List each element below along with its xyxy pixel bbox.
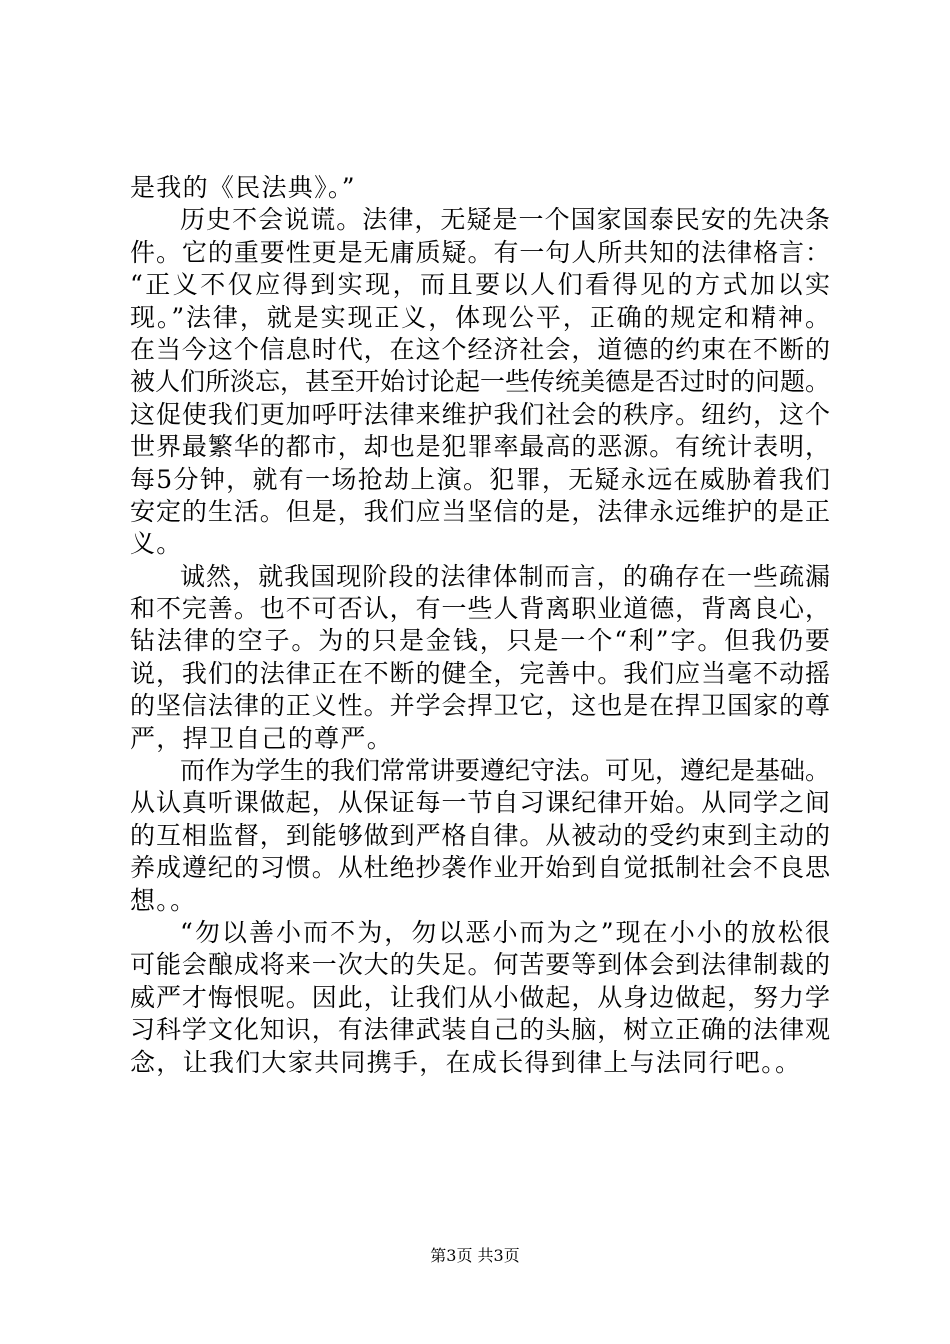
text-line: 现。”法律，就是实现正义，体现公平，正确的规定和精神。 <box>130 302 830 332</box>
text-line: 安定的生活。但是，我们应当坚信的是，法律永远维护的是正 <box>130 496 830 526</box>
text-line: 在当今这个信息时代，在这个经济社会，道德的约束在不断的 <box>130 334 830 364</box>
text-line: 诚然，就我国现阶段的法律体制而言，的确存在一些疏漏 <box>180 561 830 591</box>
text-line: 而作为学生的我们常常讲要遵纪守法。可见，遵纪是基础。 <box>180 756 831 786</box>
text-line: 钻法律的空子。为的只是金钱，只是一个“利”字。但我仍要 <box>130 626 830 656</box>
text-line: 和不完善。也不可否认，有一些人背离职业道德，背离良心， <box>130 594 830 624</box>
text-line: 件。它的重要性更是无庸质疑。有一句人所共知的法律格言： <box>130 237 830 267</box>
text-line: 每5分钟，就有一场抢劫上演。犯罪，无疑永远在威胁着我们 <box>130 464 830 494</box>
text-line: 被人们所淡忘，甚至开始讨论起一些传统美德是否过时的问题。 <box>130 367 831 397</box>
text-line: “勿以善小而不为，勿以恶小而为之”现在小小的放松很 <box>180 917 830 947</box>
text-line: 说，我们的法律正在不断的健全，完善中。我们应当毫不动摇 <box>130 658 830 688</box>
text-line: 威严才悔恨呢。因此，让我们从小做起，从身边做起，努力学 <box>130 982 830 1012</box>
text-line: 的互相监督，到能够做到严格自律。从被动的受约束到主动的 <box>130 820 830 850</box>
text-line: 养成遵纪的习惯。从杜绝抄袭作业开始到自觉抵制社会不良思 <box>130 853 830 883</box>
text-line: “正义不仅应得到实现，而且要以人们看得见的方式加以实 <box>130 270 830 300</box>
text-line: 义。 <box>130 529 183 559</box>
text-line: 念，让我们大家共同携手，在成长得到律上与法同行吧。。 <box>130 1047 802 1077</box>
text-line: 的坚信法律的正义性。并学会捍卫它，这也是在捍卫国家的尊 <box>130 691 830 721</box>
text-line: 从认真听课做起，从保证每一节自习课纪律开始。从同学之间 <box>130 788 830 818</box>
text-line: 这促使我们更加呼吁法律来维护我们社会的秩序。纽约，这个 <box>130 399 830 429</box>
text-line: 严，捍卫自己的尊严。 <box>130 723 394 753</box>
text-line: 可能会酿成将来一次大的失足。何苦要等到体会到法律制裁的 <box>130 950 830 980</box>
document-body <box>130 172 830 1079</box>
text-line: 历史不会说谎。法律，无疑是一个国家国泰民安的先决条 <box>180 205 830 235</box>
text-line: 世界最繁华的都市，却也是犯罪率最高的恶源。有统计表明， <box>130 432 830 462</box>
text-line: 是我的《民法典》。” <box>130 173 356 202</box>
text-line: 想。。 <box>130 885 197 915</box>
page-footer: 第3页 共3页 <box>430 1246 520 1265</box>
text-line: 习科学文化知识，有法律武装自己的头脑，树立正确的法律观 <box>130 1015 830 1045</box>
